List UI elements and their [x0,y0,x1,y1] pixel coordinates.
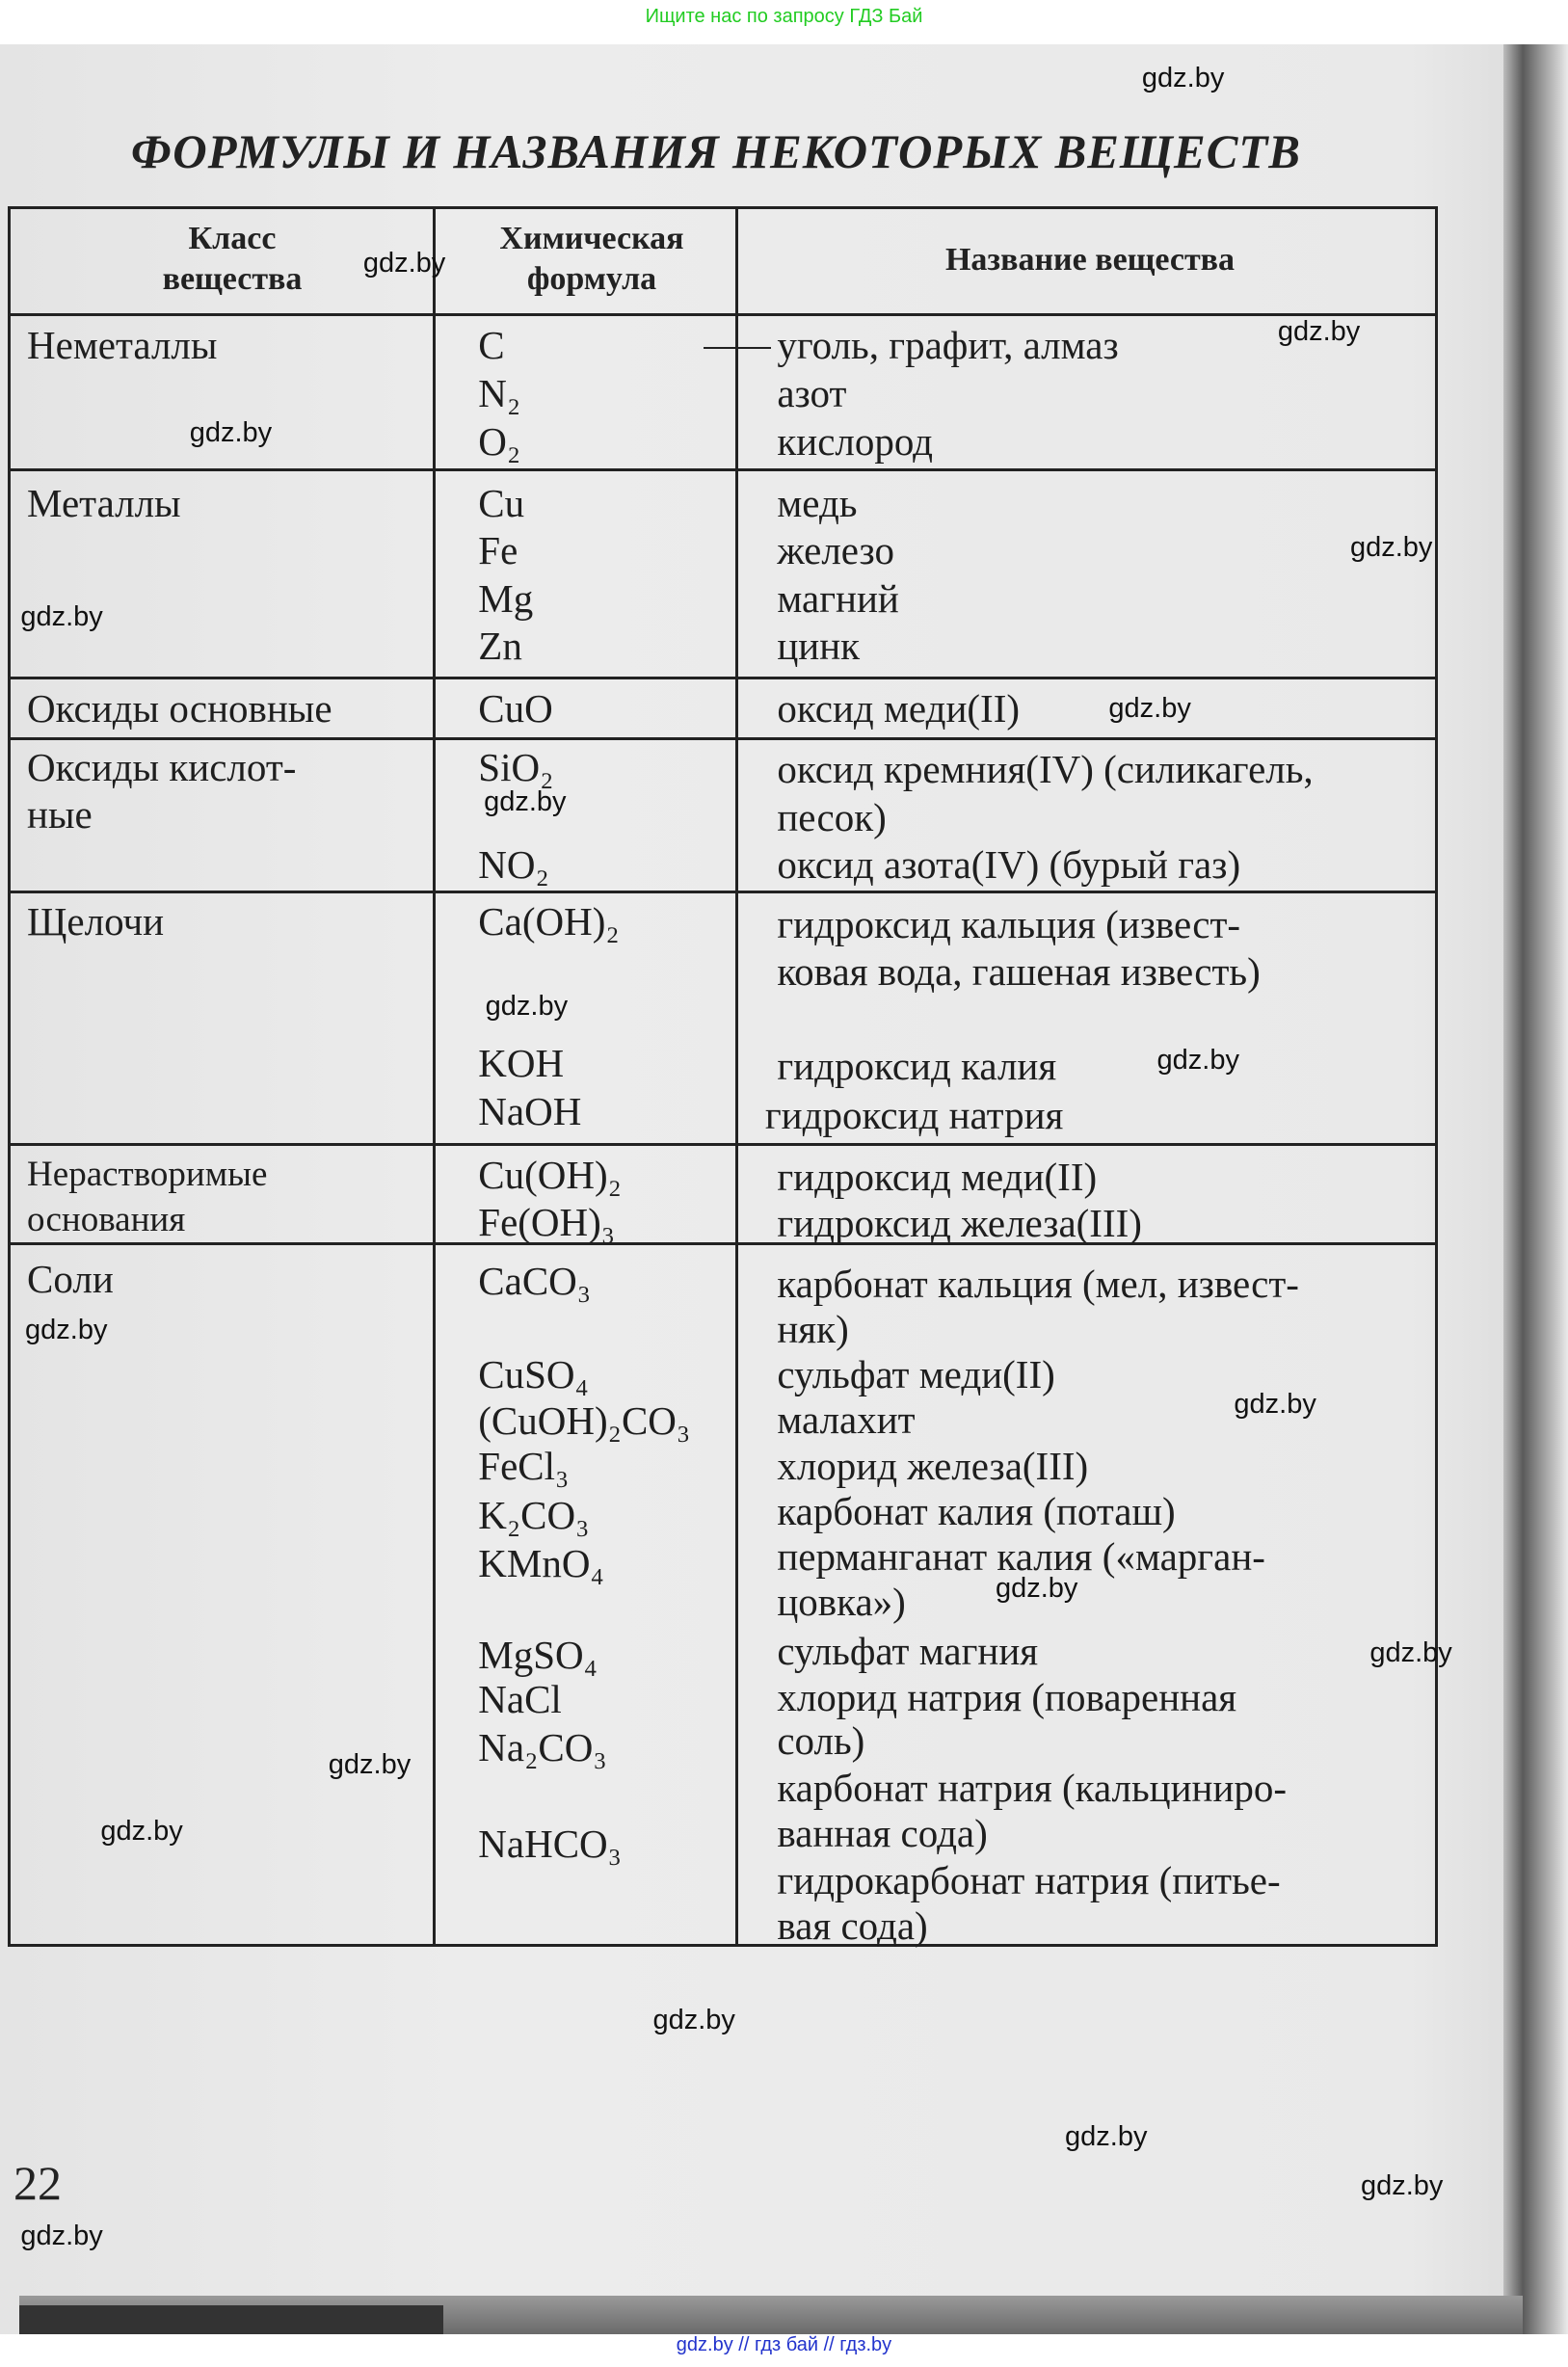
formula-cell: Fe(OH)₃ [478,1199,616,1244]
formula-cell: FeCl₃ [478,1444,570,1489]
header-name: Название вещества [944,242,1236,278]
watermark: gdz.by [189,416,273,448]
substance-name: соль) [777,1718,865,1764]
watermark: gdz.by [1108,693,1191,725]
substance-name: железо [777,527,894,572]
substance-name: магний [777,576,899,622]
class-label: Оксиды кислот- [27,745,297,790]
formula-cell: Na₂CO₃ [478,1724,607,1769]
watermark: gdz.by [1065,2120,1148,2152]
class-label: основания [27,1200,186,1240]
formula-cell: Cu [478,481,525,526]
watermark: gdz.by [995,1573,1078,1605]
watermark: gdz.by [100,1816,183,1848]
row-divider [11,313,1435,316]
substance-name: гидроксид меди(II) [777,1154,1098,1199]
substance-name: цинк [777,623,861,668]
watermark: gdz.by [652,2005,735,2035]
substance-name: хлорид натрия (поваренная [777,1675,1237,1720]
class-label: Оксиды основные [27,686,332,731]
class-label: Неметаллы [27,322,218,367]
substance-name: ковая вода, гашеная известь) [777,948,1261,994]
formula-cell: C [478,322,505,367]
substance-name: гидрокарбонат натрия (питье- [777,1857,1281,1902]
formula-cell: CuO [478,686,553,731]
substance-name: хлорид железа(III) [777,1444,1089,1489]
page-edge-shadow [1503,44,1568,2334]
watermark: gdz.by [1141,62,1225,93]
formula-cell: Fe [478,527,518,572]
watermark: gdz.by [20,2220,103,2251]
substance-name: азот [777,371,847,416]
page-number: 22 [13,2156,62,2210]
class-label: ные [27,791,93,837]
watermark: gdz.by [1369,1637,1452,1669]
formula-cell: Zn [478,623,522,668]
formula-cell: (CuOH)₂CO₃ [478,1398,691,1444]
formula-cell: Ca(OH)₂ [478,899,620,944]
row-divider [11,737,1435,740]
substance-name: карбонат калия (поташ) [777,1489,1176,1534]
substance-name: карбонат кальция (мел, извест- [777,1261,1299,1306]
header-class: Класс вещества [162,221,303,297]
header-formula: Химическая формула [499,221,684,297]
substance-name: вая сода) [777,1902,928,1948]
substance-name: ванная сода) [777,1811,988,1856]
formula-cell: MgSO₄ [478,1633,598,1678]
formula-cell: NaCl [478,1676,562,1721]
formula-cell: K₂CO₃ [478,1492,590,1537]
watermark: gdz.by [25,1315,108,1346]
substance-name: карбонат натрия (кальциниро- [777,1766,1288,1811]
watermark: gdz.by [485,990,569,1022]
formula-cell: Cu(OH)₂ [478,1153,622,1198]
substance-name: няк) [777,1306,849,1351]
watermark: gdz.by [1360,2170,1444,2202]
substance-name: перманганат калия («марган- [777,1534,1265,1580]
substance-name: кислород [777,419,934,465]
watermark: gdz.by [362,248,446,279]
substance-name: оксид азота(IV) (бурый газ) [777,841,1241,887]
watermark: gdz.by [1156,1045,1239,1077]
watermark: gdz.by [328,1749,412,1781]
formula-cell: SiO₂ [478,745,554,790]
formula-cell: O₂ [478,419,521,465]
row-divider [11,1143,1435,1146]
substance-name: гидроксид железа(III) [777,1201,1142,1246]
formula-cell: CuSO₄ [478,1351,589,1396]
substance-name: оксид кремния(IV) (силикагель, [777,746,1314,791]
watermark: gdz.by [1277,315,1361,347]
formula-cell: KOH [478,1041,565,1086]
watermark: gdz.by [484,786,567,818]
watermark: gdz.by [20,600,103,632]
formula-cell: NO₂ [478,841,549,887]
row-divider [11,677,1435,679]
substance-name: сульфат магния [777,1628,1039,1673]
substance-name: сульфат меди(II) [777,1351,1055,1396]
search-banner: Ищите нас по запросу ГДЗ Бай [645,6,923,27]
substance-name: уголь, графит, алмаз [777,322,1119,367]
class-label: Металлы [27,481,181,526]
class-label: Соли [27,1257,114,1302]
formula-cell: NaOH [478,1089,582,1134]
formula-cell: NaHCO₃ [478,1821,622,1866]
substance-name: гидроксид калия [777,1044,1057,1089]
row-divider [11,1242,1435,1245]
substance-name: песок) [777,795,887,840]
footer-banner: gdz.by // гдз бай // гдз.by [676,2334,892,2355]
formula-cell: CaCO₃ [478,1258,592,1303]
substance-name: гидроксид натрия [764,1092,1064,1137]
watermark: gdz.by [1234,1389,1316,1421]
page-title: ФОРМУЛЫ И НАЗВАНИЯ НЕКОТОРЫХ ВЕЩЕСТВ [131,124,1301,178]
formula-cell: N₂ [478,371,521,416]
page-bottom-shadow-dark [19,2305,443,2334]
class-label: Нерастворимые [27,1155,268,1195]
substance-name: оксид меди(II) [777,686,1021,731]
substance-name: цовка») [777,1580,906,1625]
row-divider [11,468,1435,471]
row-divider [11,891,1435,893]
substance-name: медь [777,481,858,526]
watermark: gdz.by [1349,531,1433,563]
class-label: Щелочи [27,899,165,944]
substance-name: гидроксид кальция (извест- [777,902,1241,947]
formula-cell: KMnO₄ [478,1540,604,1585]
substance-name: малахит [777,1396,916,1442]
formula-cell: Mg [478,576,534,622]
